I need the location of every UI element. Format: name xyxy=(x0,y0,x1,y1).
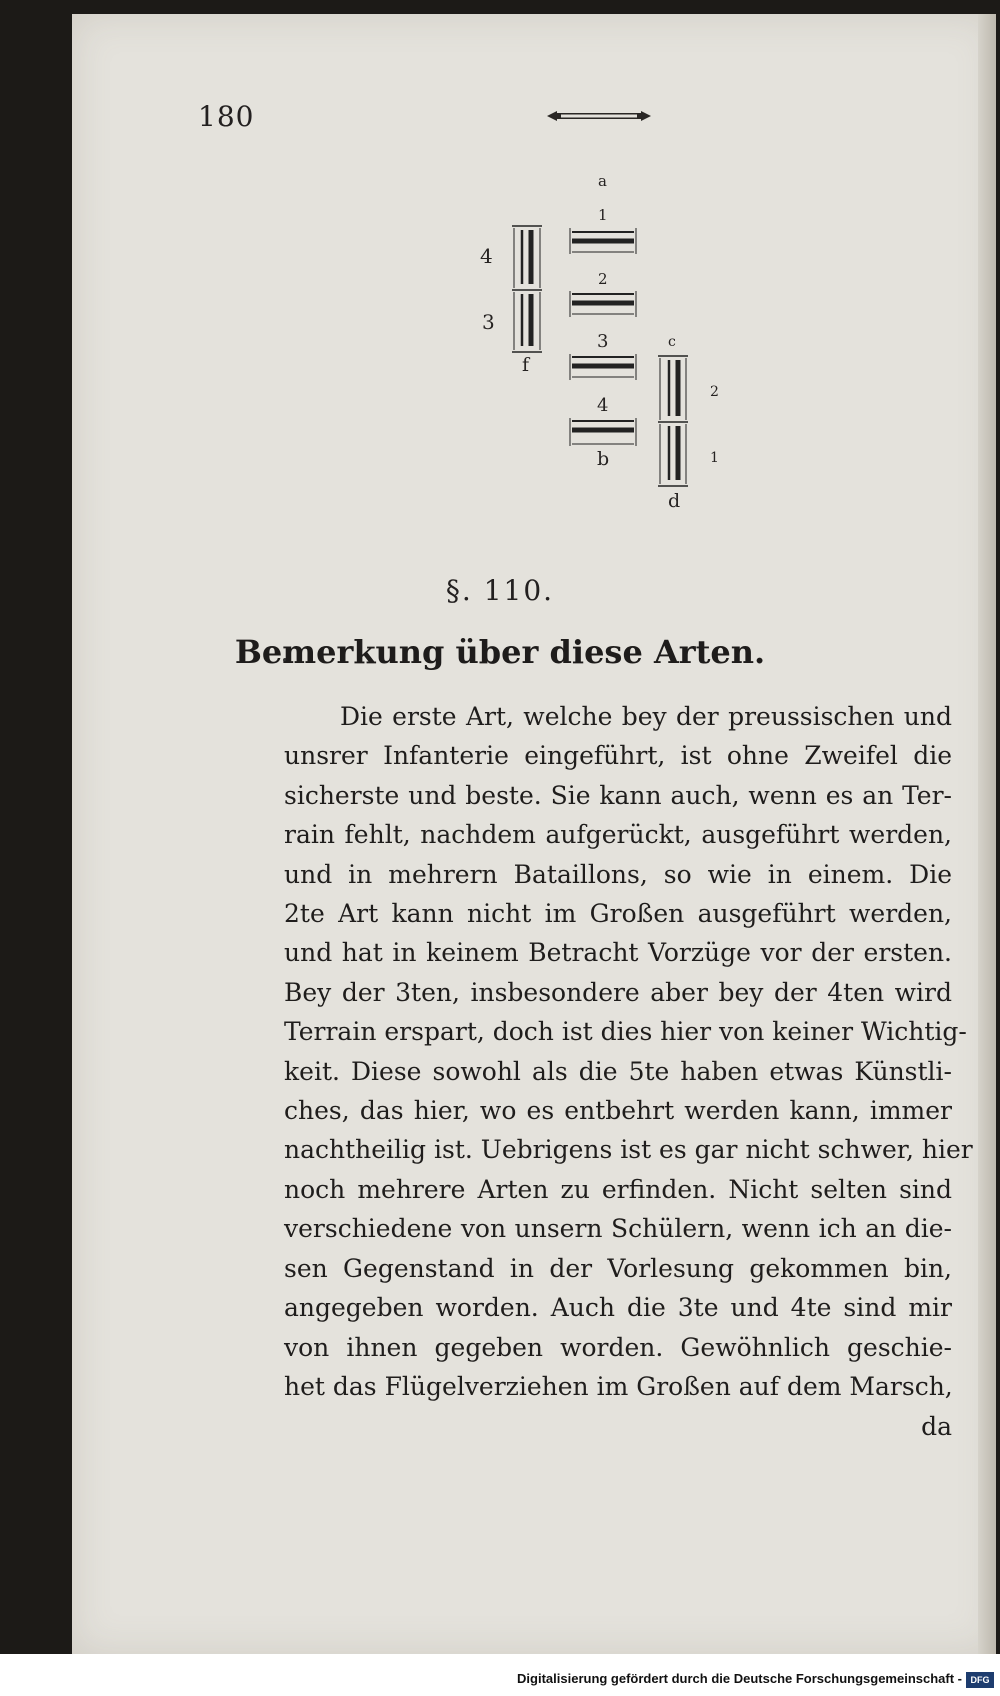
diagram-label-b-2: 2 xyxy=(598,270,608,288)
text-line: keit. Diese sowohl als die 5te haben etwas Künstli- xyxy=(284,1056,952,1086)
text-line: sicherste und beste. Sie kann auch, wenn es an Ter- xyxy=(284,780,952,810)
footer-bar xyxy=(0,1654,1000,1696)
text-line: Terrain erspart, doch ist dies hier von keiner Wichtig- xyxy=(284,1017,967,1047)
diagram-label-b-4: 4 xyxy=(597,395,609,416)
text-line: Bey der 3ten, insbesondere aber bey der 4ten wird xyxy=(284,977,952,1007)
diagram-label-d-2: 2 xyxy=(710,384,719,400)
dfg-logo-icon: DFG xyxy=(966,1672,994,1688)
text-line: angegeben worden. Auch die 3te und 4te sind mir xyxy=(284,1293,952,1323)
diagram-label-f: f xyxy=(522,354,530,376)
text-line: 2te Art kann nicht im Großen ausgeführt werden, xyxy=(284,899,952,929)
page-spine-shadow xyxy=(978,14,996,1654)
formation-diagram xyxy=(470,172,730,523)
text-line: ches, das hier, wo es entbehrt werden kann, immer xyxy=(284,1096,952,1126)
text-line: nachtheilig ist. Uebrigens ist es gar nicht schwer, hier xyxy=(284,1135,973,1165)
text-line: und hat in keinem Betracht Vorzüge vor der ersten. xyxy=(284,938,952,968)
section-title: Bemerkung über diese Arten. xyxy=(234,633,766,671)
diagram-label-d-1: 1 xyxy=(710,450,719,466)
text-line: verschiedene von unsern Schülern, wenn ich an die- xyxy=(284,1214,952,1244)
text-line: unsrer Infanterie eingeführt, ist ohne Zweifel die xyxy=(284,741,952,771)
diagram-label-a: a xyxy=(598,172,607,190)
diagram-label-d: d xyxy=(668,490,681,512)
section-number: §. 110. xyxy=(445,574,555,607)
diagram-label-c: c xyxy=(668,334,676,350)
diagram-label-b-1: 1 xyxy=(598,206,608,224)
text-line: rain fehlt, nachdem aufgerückt, ausgeführt werden, xyxy=(284,820,952,850)
footer-credit: Digitalisierung gefördert durch die Deutsche Forschungsgemeinschaft - xyxy=(517,1671,962,1686)
text-line: und in mehrern Bataillons, so wie in einem. Die xyxy=(284,859,952,889)
text-line: noch mehrere Arten zu erfinden. Nicht selten sind xyxy=(284,1174,952,1204)
header-ornament-icon xyxy=(545,109,653,123)
text-line: het das Flügelverziehen im Großen auf dem Marsch, xyxy=(284,1371,953,1401)
text-line: Die erste Art, welche bey der preussischen und xyxy=(340,702,952,731)
page-number: 180 xyxy=(198,100,255,133)
diagram-label-b-3: 3 xyxy=(597,331,609,352)
text-line: sen Gegenstand in der Vorlesung gekommen bin, xyxy=(284,1253,952,1283)
diagram-label-b: b xyxy=(597,448,610,470)
catchword: da xyxy=(921,1412,952,1441)
text-line: von ihnen gegeben worden. Gewöhnlich geschie- xyxy=(284,1332,952,1362)
diagram-label-f-4: 4 xyxy=(480,244,493,268)
diagram-label-f-3: 3 xyxy=(482,310,495,334)
body-text xyxy=(284,697,973,1406)
